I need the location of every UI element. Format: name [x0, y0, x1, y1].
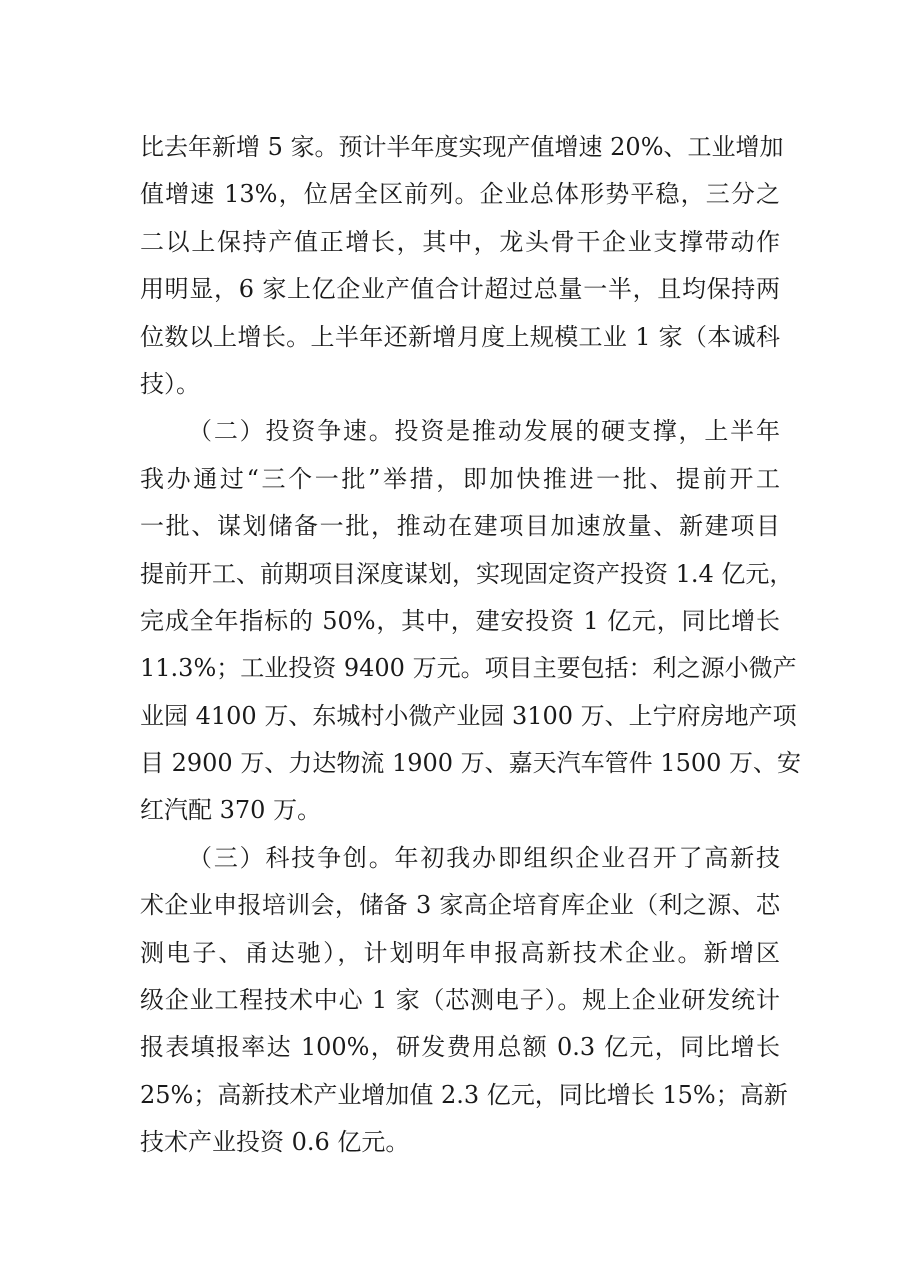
text-line: 11.3%；工业投资 9400 万元。项目主要包括：利之源小微产 — [140, 654, 797, 683]
body-text — [140, 124, 802, 1167]
paragraph-investment — [140, 408, 802, 835]
text-line: 业园 4100 万、东城村小微产业园 3100 万、上宁府房地产项 — [140, 701, 797, 730]
text-line: 技术产业投资 0.6 亿元。 — [140, 1128, 410, 1157]
paragraph-production — [140, 124, 784, 408]
text-line: 我办通过“三个一批”举措，即加快推进一批、提前开工 — [140, 464, 780, 493]
text-line: 级企业工程技术中心 1 家（芯测电子）。规上企业研发统计 — [140, 986, 780, 1015]
text-line: 术企业申报培训会，储备 3 家高企培育库企业（利之源、芯 — [140, 891, 780, 920]
text-line: 用明显，6 家上亿企业产值合计超过总量一半，且均保持两 — [140, 275, 780, 304]
paragraph-technology — [140, 835, 788, 1167]
text-line: 位数以上增长。上半年还新增月度上规模工业 1 家（本诚科 — [140, 322, 780, 351]
text-line: 一批、谋划储备一批，推动在建项目加速放量、新建项目 — [140, 512, 780, 541]
text-line: 提前开工、前期项目深度谋划，实现固定资产投资 1.4 亿元， — [140, 559, 794, 588]
text-line: 25%；高新技术产业增加值 2.3 亿元，同比增长 15%；高新 — [140, 1080, 788, 1109]
text-line: 测电子、甬达驰），计划明年申报高新技术企业。新增区 — [140, 938, 780, 967]
text-line: 比去年新增 5 家。预计半年度实现产值增速 20%、工业增加 — [140, 133, 784, 161]
text-line: 红汽配 370 万。 — [140, 796, 322, 825]
text-line: 值增速 13%，位居全区前列。企业总体形势平稳，三分之 — [140, 180, 780, 209]
text-line: 目 2900 万、力达物流 1900 万、嘉天汽车管件 1500 万、安 — [140, 749, 802, 778]
text-line: 技）。 — [140, 369, 200, 398]
text-line: 完成全年指标的 50%，其中，建安投资 1 亿元，同比增长 — [140, 606, 780, 635]
text-line: （二）投资争速。投资是推动发展的硬支撑，上半年 — [188, 417, 780, 446]
text-line: 二以上保持产值正增长，其中，龙头骨干企业支撑带动作 — [140, 227, 780, 256]
text-line: 报表填报率达 100%，研发费用总额 0.3 亿元，同比增长 — [140, 1033, 780, 1062]
text-line: （三）科技争创。年初我办即组织企业召开了高新技 — [188, 843, 780, 872]
